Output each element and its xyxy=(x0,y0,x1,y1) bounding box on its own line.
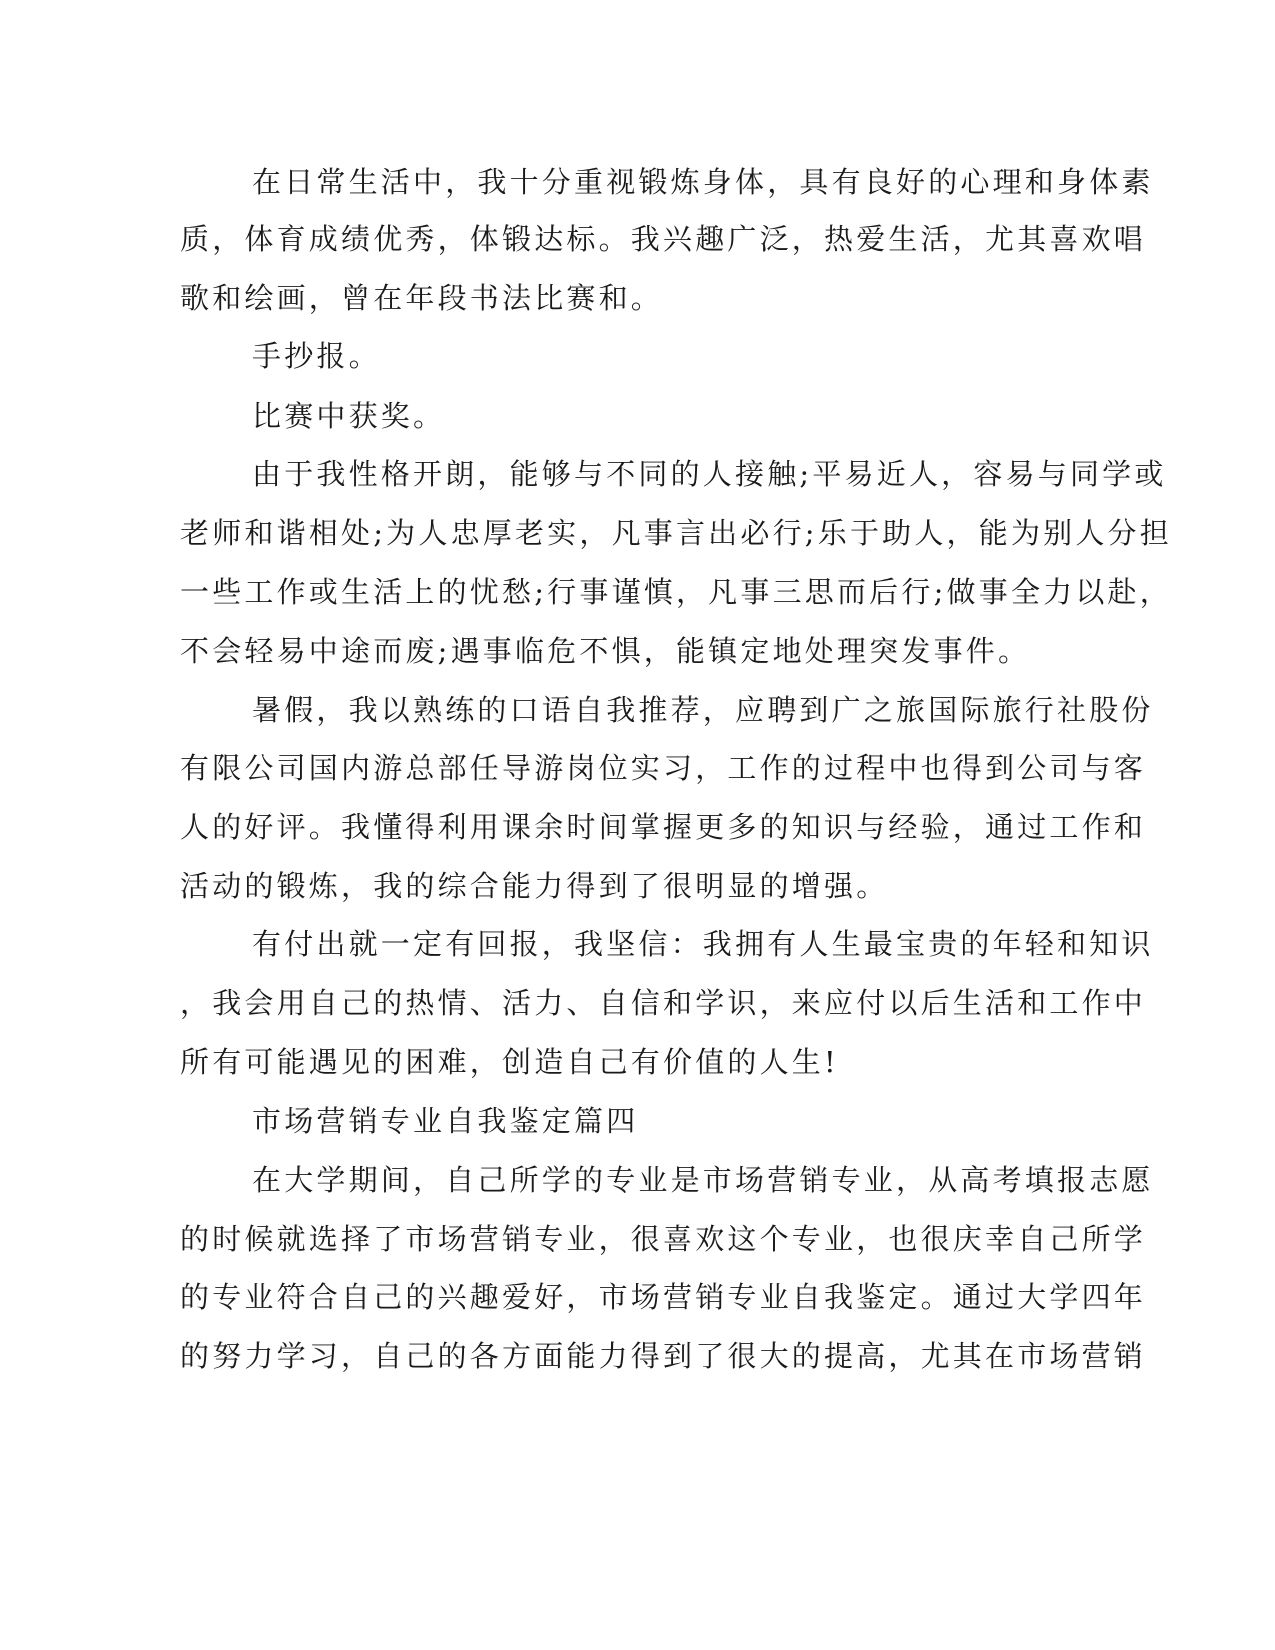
text-line: 人的好评。我懂得利用课余时间掌握更多的知识与经验，通过工作和 xyxy=(180,810,1147,844)
text-line: 歌和绘画，曾在年段书法比赛和。 xyxy=(180,281,664,315)
text-line: 由于我性格开朗，能够与不同的人接触;平易近人，容易与同学或 xyxy=(252,457,1167,491)
text-line: 手抄报。 xyxy=(252,339,381,373)
text-line: ，我会用自己的热情、活力、自信和学识，来应付以后生活和工作中 xyxy=(180,986,1147,1020)
text-line: 的专业符合自己的兴趣爱好，市场营销专业自我鉴定。通过大学四年 xyxy=(180,1280,1147,1314)
text-line: 的时候就选择了市场营销专业，很喜欢这个专业，也很庆幸自己所学 xyxy=(180,1222,1147,1256)
text-line: 老师和谐相处;为人忠厚老实，凡事言出必行;乐于助人，能为别人分担 xyxy=(180,516,1172,550)
text-line: 质，体育成绩优秀，体锻达标。我兴趣广泛，热爱生活，尤其喜欢唱 xyxy=(180,222,1147,256)
text-line: 不会轻易中途而废;遇事临危不惧，能镇定地处理突发事件。 xyxy=(180,634,1031,668)
text-line: 在日常生活中，我十分重视锻炼身体，具有良好的心理和身体素 xyxy=(252,165,1154,199)
text-line: 比赛中获奖。 xyxy=(252,399,446,433)
text-line: 的努力学习，自己的各方面能力得到了很大的提高，尤其在市场营销 xyxy=(180,1339,1147,1373)
text-line: 一些工作或生活上的忧愁;行事谨慎，凡事三思而后行;做事全力以赴， xyxy=(180,575,1172,609)
text-line: 在大学期间，自己所学的专业是市场营销专业，从高考填报志愿 xyxy=(252,1163,1154,1197)
text-line: 有限公司国内游总部任导游岗位实习，工作的过程中也得到公司与客 xyxy=(180,751,1147,785)
text-line: 所有可能遇见的困难，创造自己有价值的人生! xyxy=(180,1045,839,1079)
section-heading: 市场营销专业自我鉴定篇四 xyxy=(252,1104,639,1138)
text-line: 暑假，我以熟练的口语自我推荐，应聘到广之旅国际旅行社股份 xyxy=(252,693,1154,727)
text-line: 活动的锻炼，我的综合能力得到了很明显的增强。 xyxy=(180,869,889,903)
text-line: 有付出就一定有回报，我坚信：我拥有人生最宝贵的年轻和知识 xyxy=(252,927,1154,961)
